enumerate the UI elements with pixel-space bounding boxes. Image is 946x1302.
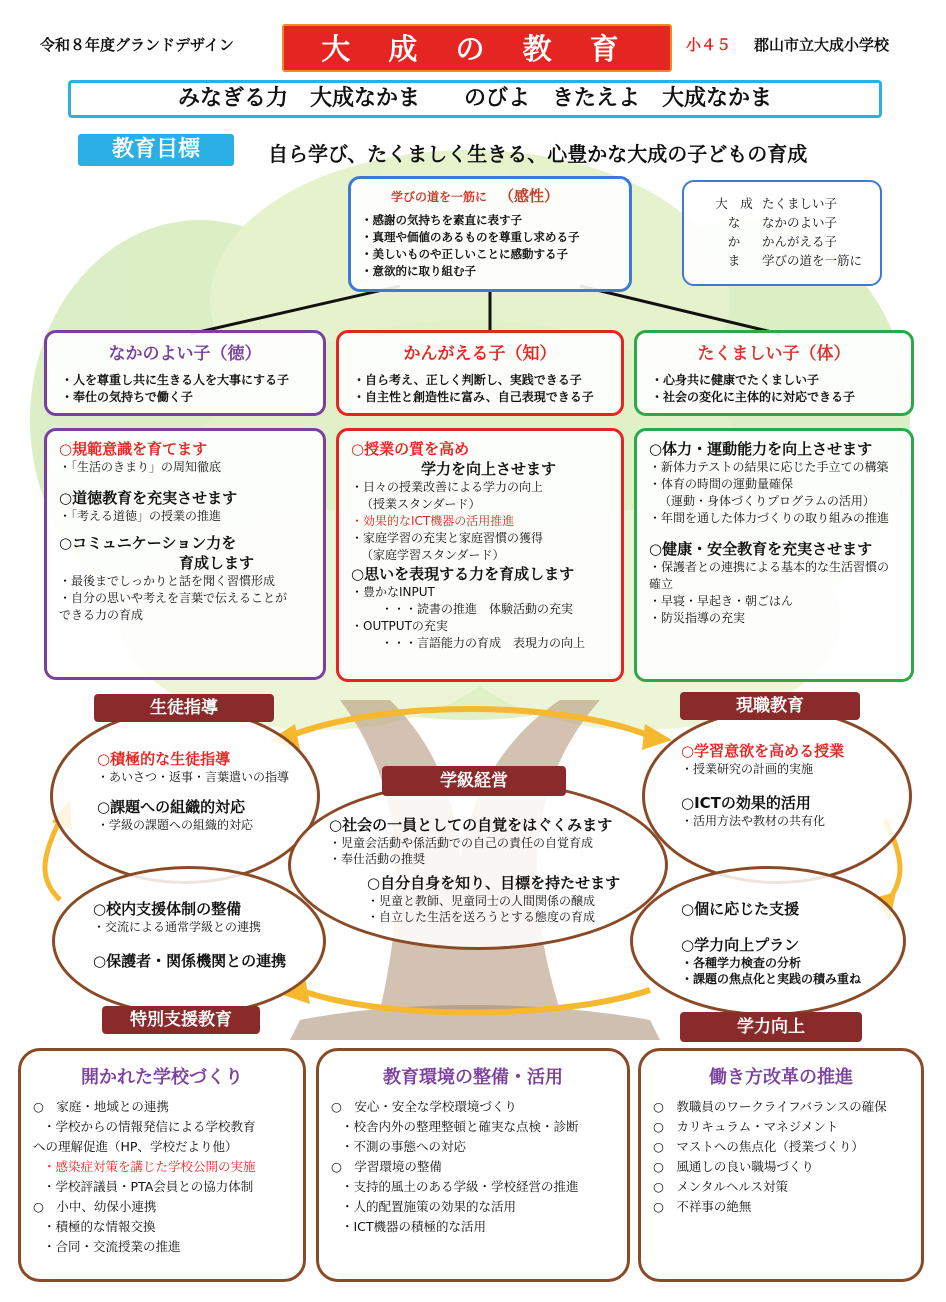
section-line: ・心身共に健康でたくましい子 — [651, 373, 820, 387]
oval-line: ・交流による通常学級との連携 — [93, 920, 262, 934]
detail-line: ・「考える道徳」の授業の推進 — [59, 509, 222, 523]
detail-line: ・「生活のきまり」の周知徹底 — [59, 460, 222, 474]
oval-line: ・自立した生活を送ろうとする態度の育成 — [367, 910, 596, 924]
detail-heading: ○道徳教育を充実させます — [59, 489, 238, 507]
section-line: ・人を尊重し共に生きる人を大事にする子 — [61, 373, 290, 387]
acrostic-value: なかのよい子 — [762, 215, 838, 230]
oval-line: ・課題の焦点化と実践の積み重ね — [681, 972, 862, 986]
oval-heading: ○保護者・関係機関との連携 — [93, 952, 287, 970]
box-work-style — [638, 1048, 924, 1282]
plan-year-label: 令和８年度グランドデザイン — [40, 36, 234, 54]
box-line: ○ 学習環境の整備 — [331, 1159, 442, 1174]
acrostic-key: な — [727, 215, 741, 230]
detail-heading: ○思いを表現する力を育成します — [351, 565, 575, 583]
detail-line: ・OUTPUTの充実 — [351, 619, 448, 633]
oval-line: ・授業研究の計画的実施 — [681, 762, 814, 776]
detail-line: ・・・言語能力の育成 表現力の向上 — [381, 636, 586, 650]
detail-heading: ○授業の質を高め — [351, 440, 470, 458]
box-line: ○ 安心・安全な学校環境づくり — [331, 1099, 517, 1114]
acrostic-value: たくましい子 — [762, 196, 838, 211]
detail-line: ・防災指導の充実 — [649, 611, 746, 625]
box-title: 働き方改革の推進 — [709, 1067, 853, 1088]
school-motto: みなぎる力 大成なかま のびよ きたえよ 大成なかま — [68, 80, 882, 118]
detail-line: ・新体力テストの結果に応じた手立ての構築 — [649, 460, 889, 474]
box-open-school — [18, 1048, 306, 1282]
detail-line: （家庭学習スタンダード） — [361, 548, 505, 562]
box-line: ・校舎内外の整理整頓と確実な点検・診断 — [341, 1119, 579, 1134]
page-title: 大 成 の 教 育 — [282, 24, 672, 72]
oval-line: ・活用方法や教材の共有化 — [681, 814, 826, 828]
oval-line: ・児童会活動や係活動での自己の責任の自覚育成 — [329, 836, 594, 850]
oval-heading: ○自分自身を知り、目標を持たせます — [367, 874, 621, 892]
oval-heading: ○ICTの効果的活用 — [681, 794, 811, 812]
detail-line: （運動・身体づくりプログラムの活用） — [659, 494, 875, 508]
detail-line: ・保護者との連携による基本的な生活習慣の — [649, 560, 890, 574]
acrostic-row — [706, 232, 880, 251]
oval-line: ・あいさつ・返事・言葉遣いの指導 — [97, 770, 290, 784]
detail-tai — [634, 428, 914, 682]
oval-genshoku — [642, 708, 912, 884]
acrostic-key: か — [727, 234, 741, 249]
detail-heading: ○コミュニケーション力を — [59, 534, 237, 552]
box-line: ○ 家庭・地域との連携 — [33, 1099, 169, 1114]
detail-heading: 学力を向上させます — [421, 460, 557, 478]
box-line: ○ カリキュラム・マネジメント — [653, 1119, 839, 1134]
oval-heading: ○学習意欲を高める授業 — [681, 742, 845, 760]
oval-heading: ○学力向上プラン — [681, 936, 800, 954]
oval-gakkyu — [288, 780, 668, 950]
oval-heading: ○校内支援体制の整備 — [93, 900, 242, 918]
section-title: かんがえる子（知） — [403, 344, 557, 364]
oval-line: ・奉仕活動の推奨 — [329, 852, 426, 866]
box-line: ・ICT機器の積極的な活用 — [341, 1219, 487, 1234]
section-line: ・社会の変化に主体的に対応できる子 — [651, 390, 856, 404]
acrostic-key: ま — [727, 253, 741, 268]
box-line: ・合同・交流授業の推進 — [43, 1239, 181, 1254]
oval-seito — [50, 708, 320, 884]
tag-gakkyu: 学級経営 — [382, 766, 566, 796]
detail-line: 確立 — [649, 577, 674, 591]
detail-toku — [44, 428, 326, 680]
section-line: ・奉仕の気持ちで働く子 — [61, 390, 193, 404]
section-title: たくましい子（体） — [697, 344, 851, 364]
detail-line: ・体育の時間の運動量確保 — [649, 477, 794, 491]
detail-line: ・日々の授業改善による学力の向上 — [351, 480, 544, 494]
box-environment — [316, 1048, 630, 1282]
acrostic-box — [682, 180, 882, 286]
detail-heading: ○体力・運動能力を向上させます — [649, 440, 873, 458]
goal-label: 教育目標 — [78, 134, 234, 166]
detail-heading: ○健康・安全教育を充実させます — [649, 540, 873, 558]
oval-line: ・児童と教師、児童同士の人間関係の醸成 — [367, 894, 596, 908]
box-title: 開かれた学校づくり — [81, 1067, 243, 1088]
kansei-heading — [391, 185, 619, 206]
detail-line: ・最後までしっかりと話を聞く習慣形成 — [59, 574, 276, 588]
goal-text: 自ら学び、たくましく生きる、心豊かな大成の子どもの育成 — [268, 142, 808, 166]
detail-line: （授業スタンダード） — [361, 497, 481, 511]
oval-heading: ○積極的な生徒指導 — [97, 750, 231, 768]
box-line: ○ メンタルヘルス対策 — [653, 1179, 789, 1194]
detail-chi — [336, 428, 624, 682]
oval-line: ・各種学力検査の分析 — [681, 956, 802, 970]
box-line: への理解促進（HP、学校だより他） — [33, 1139, 238, 1154]
detail-line: ・家庭学習の充実と家庭習慣の獲得 — [351, 531, 544, 545]
oval-heading: ○社会の一員としての自覚をはぐくみます — [329, 816, 613, 834]
box-line: ・学校からの情報発信による学校教育 — [43, 1119, 256, 1134]
tag-seito: 生徒指導 — [94, 694, 274, 722]
acrostic-row — [706, 213, 880, 232]
detail-heading: ○規範意識を育てます — [59, 440, 208, 458]
box-line: ○ マストへの焦点化（授業づくり） — [653, 1139, 864, 1154]
tag-gakuryoku: 学力向上 — [680, 1012, 862, 1042]
detail-line: ・年間を通した体力づくりの取り組みの推進 — [649, 511, 890, 525]
box-line: ○ 不祥事の絶無 — [653, 1199, 752, 1214]
oval-tokubetsu — [52, 866, 326, 1016]
detail-heading: 育成します — [179, 554, 255, 572]
box-line: ・支持的風土のある学級・学校経営の推進 — [341, 1179, 579, 1194]
box-line: ・積極的な情報交換 — [43, 1219, 156, 1234]
detail-line: できる力の育成 — [59, 608, 144, 622]
box-line: ○ 風通しの良い職場づくり — [653, 1159, 814, 1174]
acrostic-value: かんがえる子 — [762, 234, 838, 249]
section-chi — [336, 330, 624, 416]
acrostic-value: 学びの道を一筋に — [762, 253, 863, 268]
section-line: ・自主性と創造性に富み、自己表現できる子 — [353, 390, 594, 404]
oval-line: ・学級の課題への組織的対応 — [97, 818, 254, 832]
box-title: 教育環境の整備・活用 — [383, 1067, 563, 1088]
box-line: ・感染症対策を講じた学校公開の実施 — [43, 1159, 256, 1174]
tag-genshoku: 現職教育 — [680, 692, 860, 720]
detail-line: ・早寝・早起き・朝ごはん — [649, 594, 794, 608]
detail-line: ・自分の思いや考えを言葉で伝えることが — [59, 591, 288, 605]
school-code: 小４５ — [686, 36, 732, 54]
kansei-line: ・真理や価値のあるものを尊重し求める子 — [361, 230, 580, 244]
tag-tokubetsu: 特別支援教育 — [102, 1006, 260, 1034]
box-line: ・人的配置施策の効果的な活用 — [341, 1199, 517, 1214]
box-line: ・不測の事態への対応 — [341, 1139, 467, 1154]
box-line: ・学校評議員・PTA会員との協力体制 — [43, 1179, 254, 1194]
section-title: なかのよい子（徳） — [108, 344, 262, 364]
kansei-title: （感性） — [499, 187, 560, 205]
kansei-line: ・美しいものや正しいことに感動する子 — [361, 247, 568, 261]
detail-line: ・効果的なICT機器の活用推進 — [351, 514, 515, 528]
school-name: 郡山市立大成小学校 — [754, 36, 890, 54]
oval-heading: ○個に応じた支援 — [681, 900, 800, 918]
section-toku — [44, 330, 326, 416]
acrostic-row — [706, 251, 880, 270]
section-tai — [634, 330, 914, 416]
acrostic-key: 大 成 — [715, 196, 753, 211]
oval-gakuryoku — [630, 866, 906, 1016]
oval-heading: ○課題への組織的対応 — [97, 798, 246, 816]
box-line: ○ 小中、幼保小連携 — [33, 1199, 157, 1214]
detail-line: ・・・読書の推進 体験活動の充実 — [381, 602, 574, 616]
kansei-subtitle: 学びの道を一筋に — [391, 190, 488, 204]
acrostic-row — [706, 194, 880, 213]
kansei-box — [348, 176, 632, 292]
section-line: ・自ら考え、正しく判断し、実践できる子 — [353, 373, 582, 387]
box-line: ○ 教職員のワークライフバランスの確保 — [653, 1099, 887, 1114]
detail-line: ・豊かなINPUT — [351, 585, 435, 599]
kansei-line: ・意欲的に取り組む子 — [361, 264, 476, 278]
kansei-line: ・感謝の気持ちを素直に表す子 — [361, 213, 522, 227]
